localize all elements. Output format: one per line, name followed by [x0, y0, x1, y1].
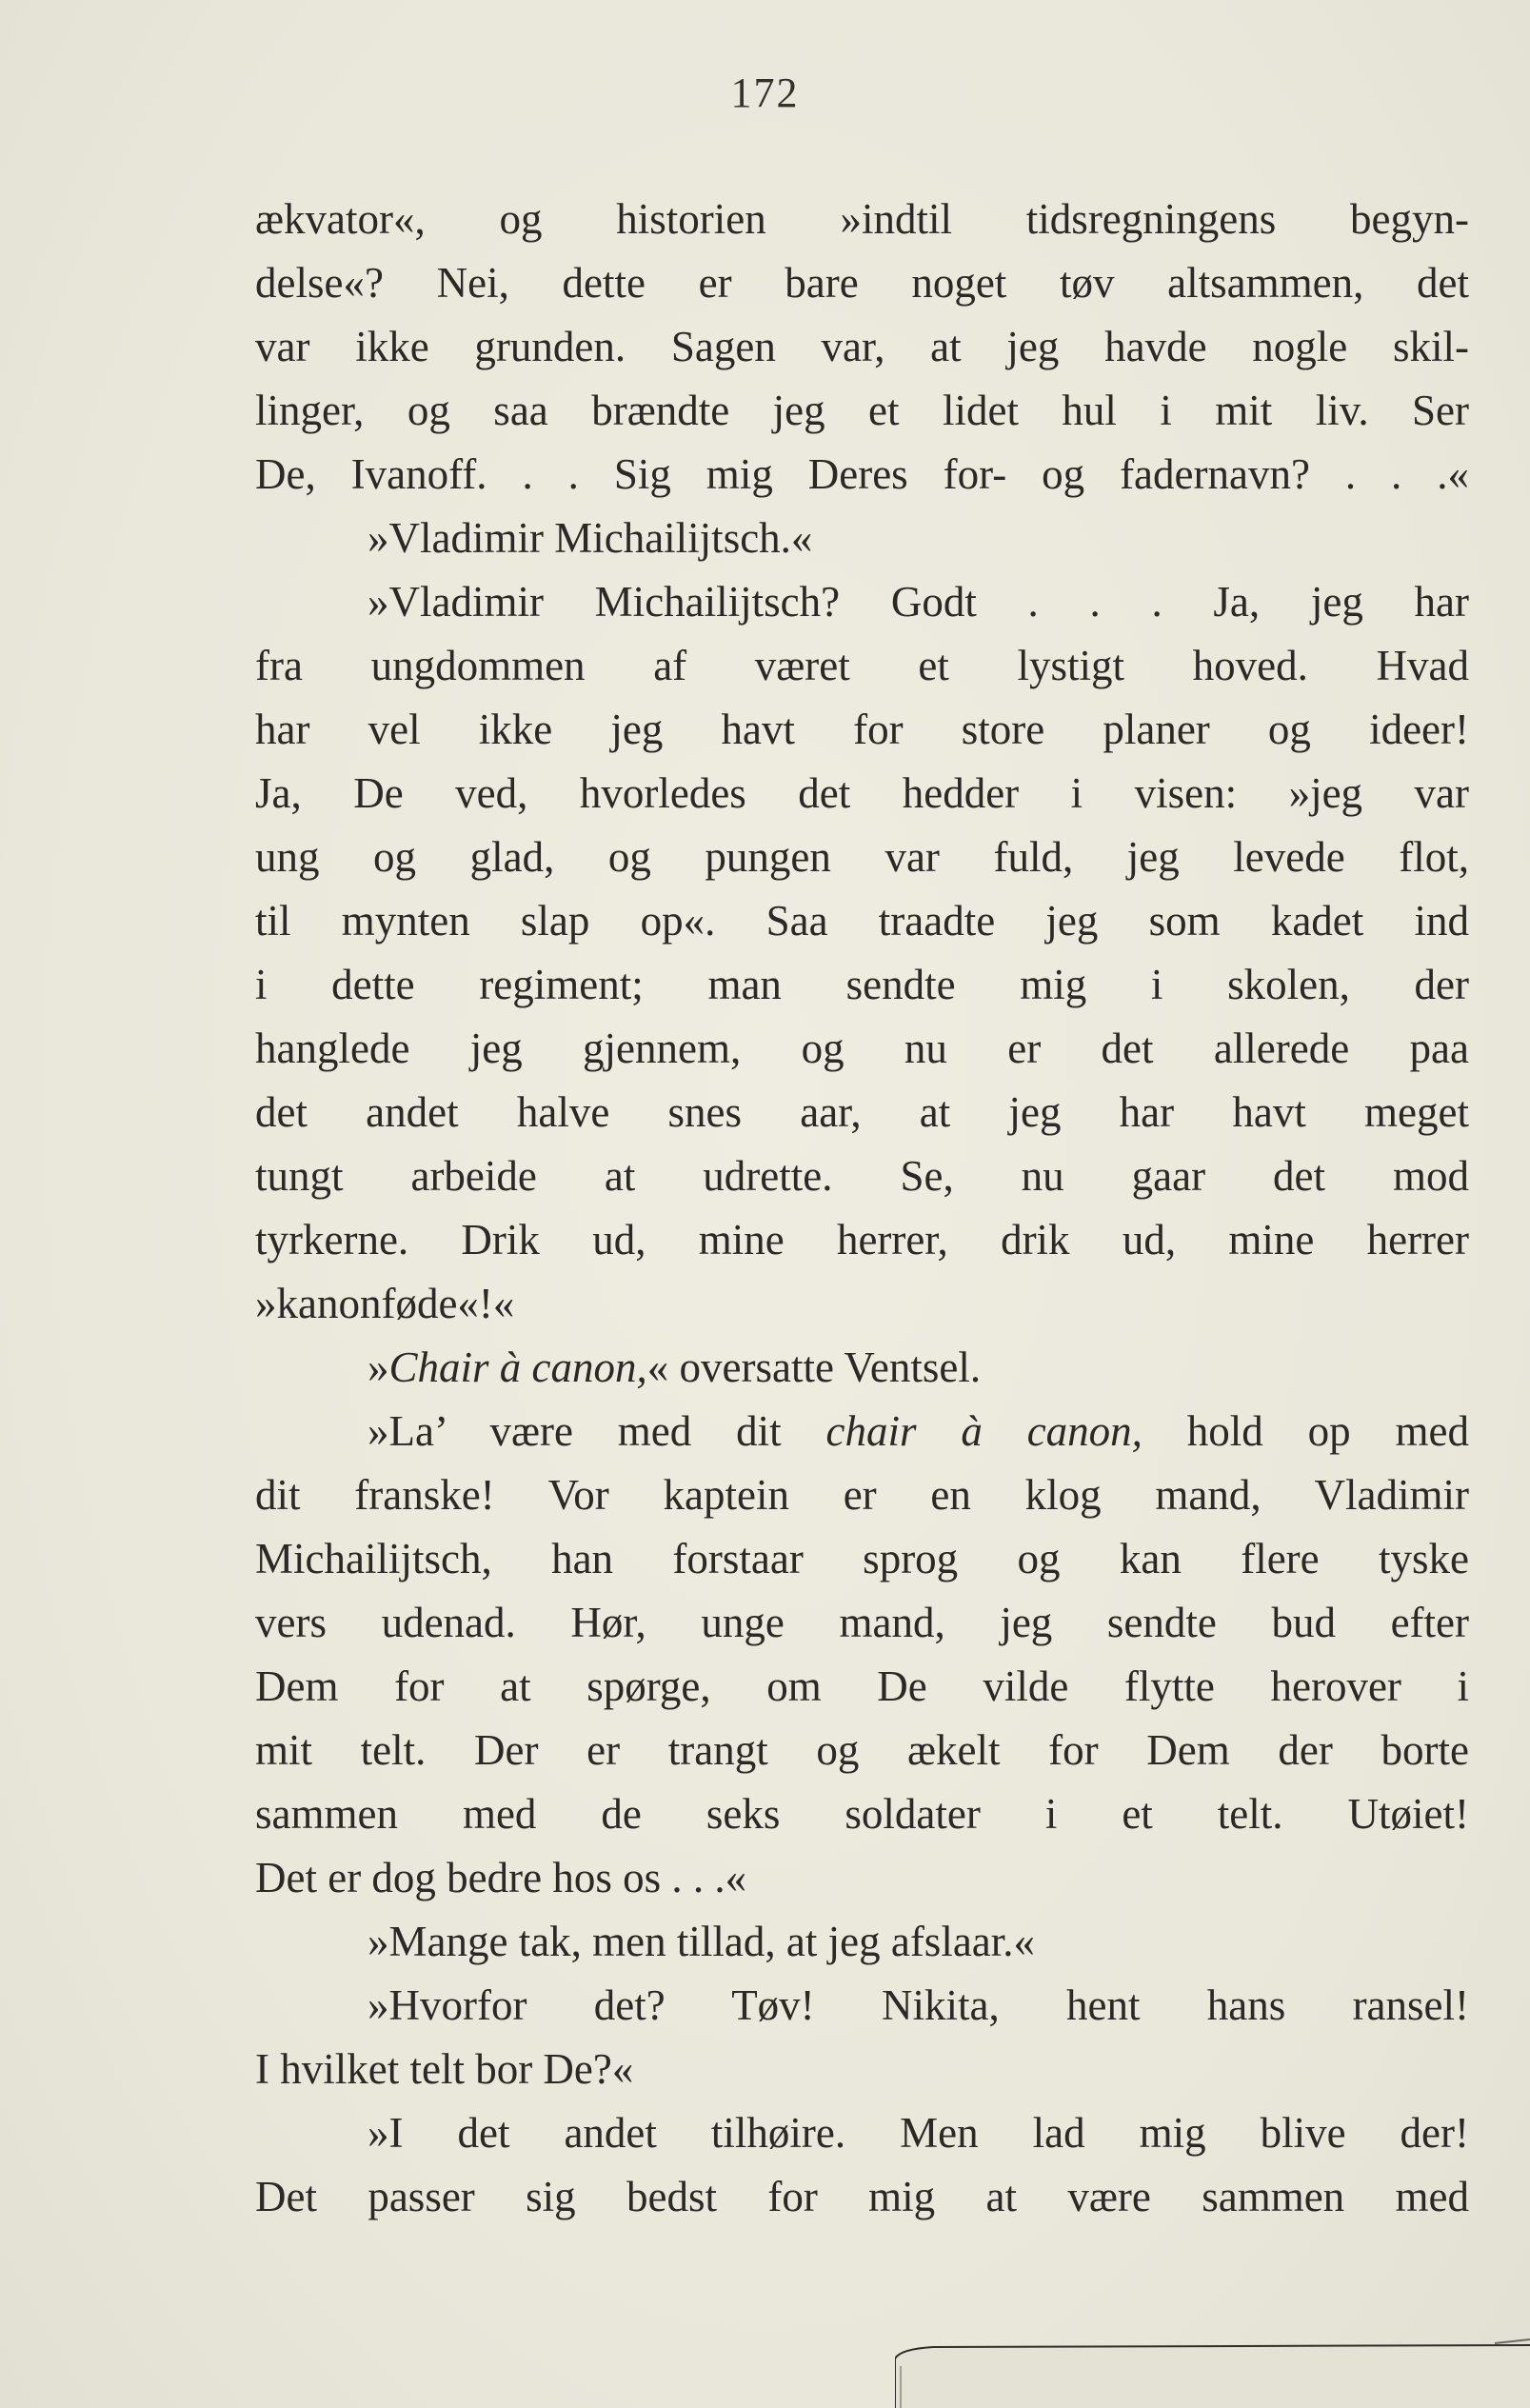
text-line: hanglede jeg gjennem, og nu er det allerede paa: [255, 1025, 1469, 1072]
text-line: sammen med de seks soldater i et telt. Utøiet!: [255, 1790, 1469, 1838]
text-line: mit telt. Der er trangt og ækelt for Dem der borte: [255, 1726, 1469, 1774]
text-line: »Mange tak, men tillad, at jeg afslaar.«: [368, 1918, 1036, 1965]
text-line: ung og glad, og pungen var fuld, jeg levede flot,: [255, 833, 1469, 881]
text-line: ækvator«, og historien »indtil tidsregningens begyn-: [255, 195, 1469, 243]
line-segment: »: [368, 1343, 389, 1391]
page-number: 172: [730, 70, 800, 116]
text-line: har vel ikke jeg havt for store planer og ideer!: [255, 706, 1469, 753]
text-line: »I det andet tilhøire. Men lad mig blive der!: [368, 2109, 1469, 2157]
text-line: Ja, De ved, hvorledes det hedder i visen: »jeg var: [255, 769, 1469, 817]
line-segment: »La’ være med dit: [368, 1407, 826, 1455]
text-line: tyrkerne. Drik ud, mine herrer, drik ud, mine herrer: [255, 1216, 1469, 1264]
text-line: linger, og saa brændte jeg et lidet hul i mit liv. Ser: [255, 387, 1469, 434]
text-line: »kanonføde«!«: [255, 1280, 515, 1327]
italic-phrase: Chair à canon,: [388, 1343, 647, 1391]
text-line: Dem for at spørge, om De vilde flytte herover i: [255, 1662, 1469, 1710]
text-line: fra ungdommen af været et lystigt hoved. Hvad: [255, 642, 1469, 689]
text-line: Michailijtsch, han forstaar sprog og kan flere tyske: [255, 1535, 1469, 1582]
italic-phrase: chair à canon,: [825, 1407, 1143, 1455]
text-line: var ikke grunden. Sagen var, at jeg havde nogle skil-: [255, 323, 1469, 370]
text-line: i dette regiment; man sendte mig i skolen, der: [255, 961, 1469, 1008]
line-segment: hold op med: [1142, 1407, 1469, 1455]
text-line: tungt arbeide at udrette. Se, nu gaar det mod: [255, 1152, 1469, 1200]
text-line: dit franske! Vor kaptein er en klog mand, Vladimir: [255, 1471, 1469, 1519]
text-line: delse«? Nei, dette er bare noget tøv altsammen, det: [255, 259, 1469, 307]
body-text: [255, 188, 1469, 2229]
text-line: [255, 1336, 1469, 1400]
text-line: De, Ivanoff. . . Sig mig Deres for- og fadernavn? . . .«: [255, 450, 1469, 498]
page-corner-fold: [895, 2338, 1530, 2408]
text-line: Det passer sig bedst for mig at være sammen med: [255, 2173, 1469, 2220]
text-line: »Vladimir Michailijtsch? Godt . . . Ja, jeg har: [368, 578, 1469, 626]
text-line: vers udenad. Hør, unge mand, jeg sendte bud efter: [255, 1599, 1469, 1646]
line-segment: « oversatte Ventsel.: [646, 1343, 982, 1391]
text-line: »Vladimir Michailijtsch.«: [368, 514, 813, 562]
text-line: I hvilket telt bor De?«: [255, 2045, 634, 2093]
text-line: Det er dog bedre hos os . . .«: [255, 1854, 747, 1901]
text-line: »Hvorfor det? Tøv! Nikita, hent hans ransel!: [368, 1981, 1469, 2029]
text-line: det andet halve snes aar, at jeg har havt meget: [255, 1088, 1469, 1136]
text-line: til mynten slap op«. Saa traadte jeg som kadet ind: [255, 897, 1469, 945]
text-line: [255, 1400, 1469, 1463]
